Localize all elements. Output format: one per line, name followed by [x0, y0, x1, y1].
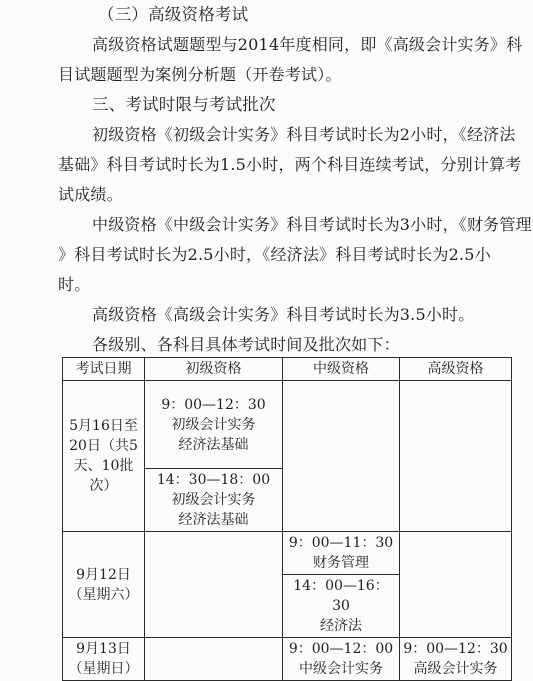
paragraph-line: 基础》科目考试时长为1.5小时，两个科目连续考试，分别计算考	[58, 155, 522, 174]
mid-morning-cell: 9：00—11：30 财务管理	[283, 532, 400, 575]
header-junior: 初级资格	[145, 358, 283, 381]
empty-cell	[400, 381, 512, 532]
table-row	[63, 381, 512, 469]
empty-cell	[145, 532, 283, 638]
header-exam-date: 考试日期	[63, 358, 145, 381]
mid-afternoon-cell: 14：00—16：30 经济法	[283, 575, 400, 638]
section-heading-time-limits: 三、考试时限与考试批次	[92, 95, 276, 114]
paragraph-line: 》科目考试时长为2.5小时，《经济法》科目考试时长为2.5小	[58, 245, 491, 264]
table-header-row	[63, 358, 512, 381]
paragraph-line: 试成绩。	[58, 185, 123, 204]
header-senior: 高级资格	[400, 358, 512, 381]
paragraph-line: 初级资格《初级会计实务》科目考试时长为2小时，《经济法	[92, 125, 516, 144]
header-intermediate: 中级资格	[283, 358, 400, 381]
junior-morning-cell: 9：00—12：30 初级会计实务 经济法基础	[145, 381, 283, 469]
senior-practice-cell: 9：00—12：30 高级会计实务	[400, 638, 512, 681]
section-heading-senior-exam: （三）高级资格考试	[98, 5, 249, 24]
date-cell-sep13: 9月13日 （星期日）	[63, 638, 145, 681]
empty-cell	[283, 381, 400, 532]
date-cell-sep12: 9月12日 （星期六）	[63, 532, 145, 638]
paragraph-line: 高级资格试题题型与2014年度相同，即《高级会计实务》科	[92, 35, 523, 54]
date-cell-may: 5月16日至 20日（共5 天、10批 次）	[63, 381, 145, 532]
table-row	[63, 532, 512, 575]
paragraph-line: 中级资格《中级会计实务》科目考试时长为3小时，《财务管理	[92, 215, 532, 234]
paragraph-line: 目试题题型为案例分析题（开卷考试）。	[58, 65, 342, 84]
empty-cell	[145, 638, 283, 681]
junior-afternoon-cell: 14：30—18：00 初级会计实务 经济法基础	[145, 469, 283, 532]
exam-schedule-table	[62, 357, 512, 681]
empty-cell	[400, 532, 512, 638]
mid-practice-cell: 9：00—12：00 中级会计实务	[283, 638, 400, 681]
table-row	[63, 638, 512, 681]
paragraph-line: 各级别、各科目具体考试时间及批次如下：	[92, 335, 400, 354]
paragraph-line: 高级资格《高级会计实务》科目考试时长为3.5小时。	[92, 305, 475, 324]
paragraph-line: 时。	[58, 275, 91, 294]
